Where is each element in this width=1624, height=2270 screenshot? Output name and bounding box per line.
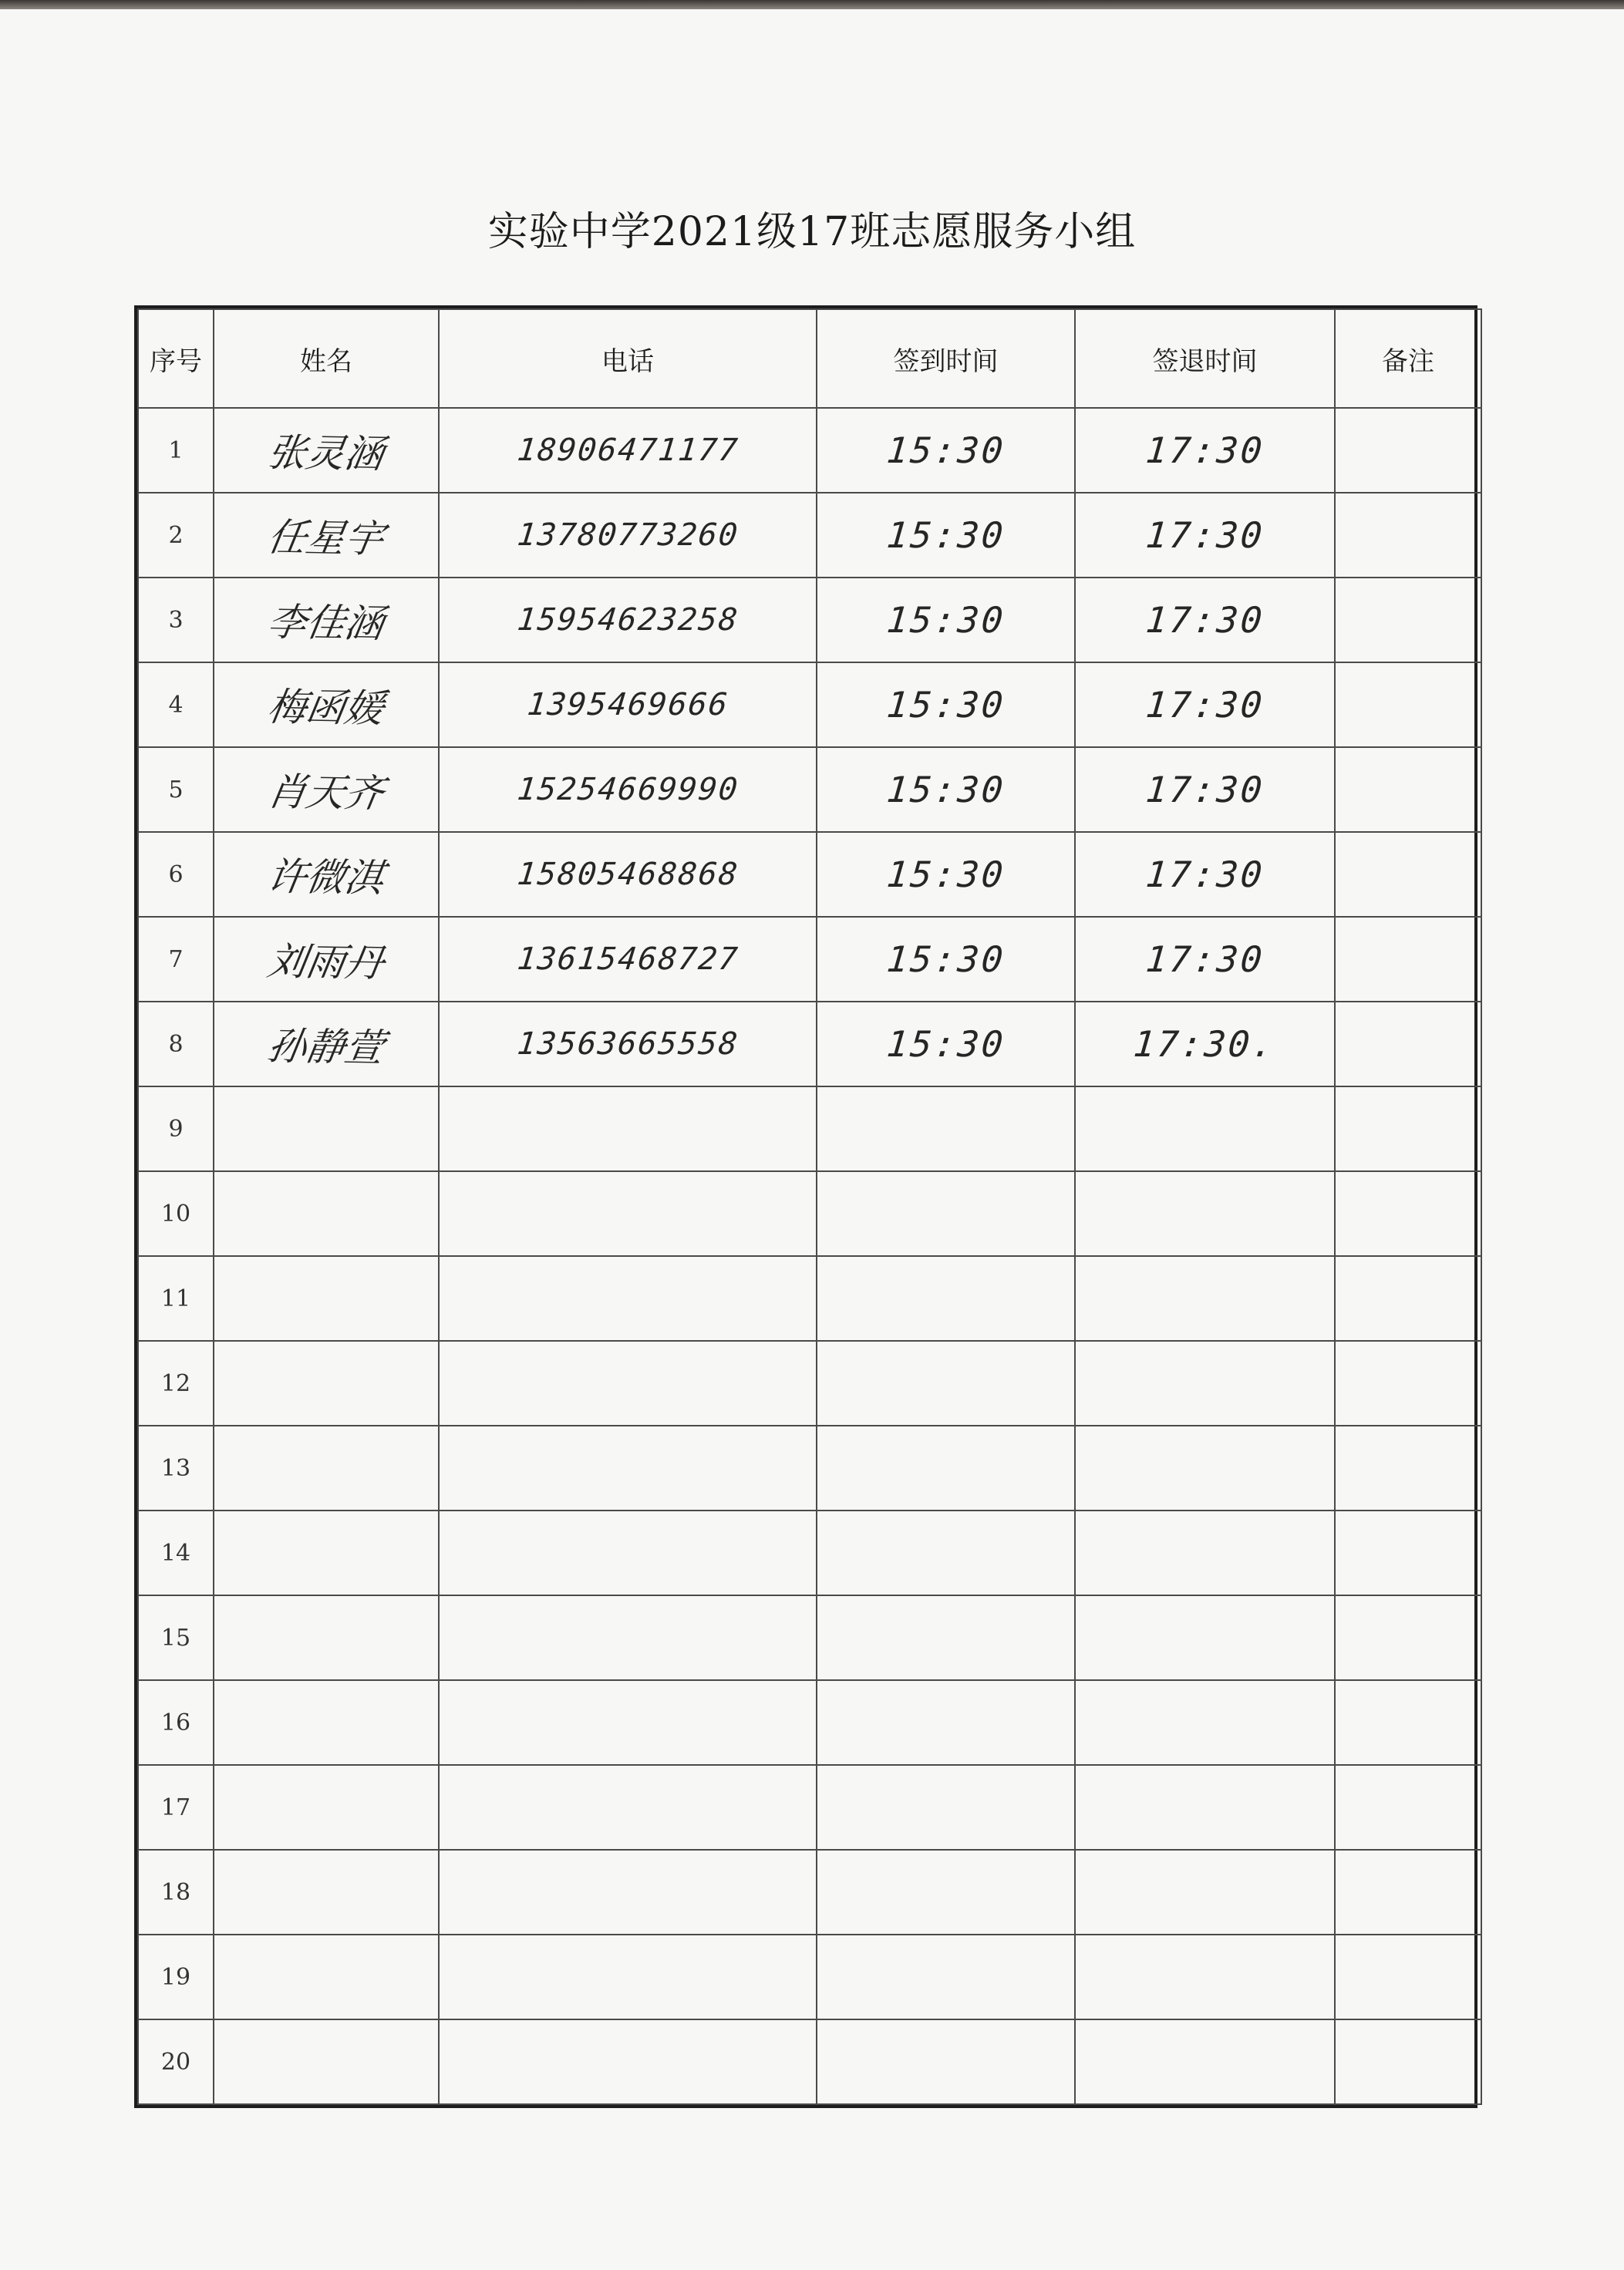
table-row	[138, 2019, 1481, 2104]
row-index-cell	[138, 747, 214, 832]
volunteer-phone-cell	[439, 832, 817, 917]
sign-in-time-cell	[817, 408, 1075, 493]
note-cell	[1335, 1086, 1481, 1171]
row-index: 4	[168, 691, 184, 719]
volunteer-name: 孙静萱	[264, 1023, 387, 1071]
row-index: 19	[160, 1963, 191, 1991]
table-row	[138, 1595, 1481, 1680]
volunteer-name-cell	[214, 493, 439, 578]
header-row	[138, 309, 1481, 408]
row-index: 8	[168, 1030, 184, 1058]
row-index-cell	[138, 1935, 214, 2019]
sign-out-time-cell	[1075, 832, 1335, 917]
header-sign-out: 签退时间	[1075, 309, 1335, 408]
sign-in-time-cell	[817, 832, 1075, 917]
sign-in-time-cell	[817, 1341, 1075, 1426]
volunteer-phone: 1395469666	[525, 687, 730, 722]
row-index-cell	[138, 1680, 214, 1765]
volunteer-name: 张灵涵	[264, 429, 387, 477]
volunteer-name: 肖天齐	[264, 769, 387, 817]
row-index-cell	[138, 917, 214, 1002]
note-cell	[1335, 1341, 1481, 1426]
row-index: 5	[168, 776, 184, 803]
volunteer-name-cell	[214, 1256, 439, 1341]
sign-in-time-cell	[817, 1680, 1075, 1765]
table-row	[138, 1341, 1481, 1426]
sign-out-time-cell	[1075, 1256, 1335, 1341]
sign-in-time-cell	[817, 1935, 1075, 2019]
table-body	[138, 408, 1481, 2104]
row-index-cell	[138, 1171, 214, 1256]
sign-out-time-cell	[1075, 1426, 1335, 1511]
volunteer-name-cell	[214, 747, 439, 832]
table-row	[138, 408, 1481, 493]
sign-out-time-cell	[1075, 1850, 1335, 1935]
note-cell	[1335, 408, 1481, 493]
volunteer-name-cell	[214, 1850, 439, 1935]
row-index: 14	[160, 1539, 191, 1567]
row-index-cell	[138, 1426, 214, 1511]
volunteer-phone-cell	[439, 662, 817, 747]
note-cell	[1335, 493, 1481, 578]
scan-top-edge	[0, 0, 1624, 9]
page-title: 实验中学2021级17班志愿服务小组	[487, 209, 1137, 255]
volunteer-phone-cell	[439, 1511, 817, 1595]
sign-out-time-cell	[1075, 662, 1335, 747]
row-index-cell	[138, 578, 214, 662]
sign-in-time-cell	[817, 662, 1075, 747]
volunteer-phone-cell	[439, 1341, 817, 1426]
row-index-cell	[138, 1086, 214, 1171]
volunteer-phone-cell	[439, 1680, 817, 1765]
volunteer-name-cell	[214, 578, 439, 662]
header-sign-in: 签到时间	[817, 309, 1075, 408]
note-cell	[1335, 1850, 1481, 1935]
sign-out-time-cell	[1075, 1002, 1335, 1086]
volunteer-name: 李佳涵	[264, 599, 387, 647]
volunteer-phone-cell	[439, 1595, 817, 1680]
note-cell	[1335, 1426, 1481, 1511]
volunteer-phone-cell	[439, 408, 817, 493]
table-row	[138, 578, 1481, 662]
volunteer-phone-cell	[439, 747, 817, 832]
sign-in-time-cell	[817, 1426, 1075, 1511]
sign-in-time-cell	[817, 2019, 1075, 2104]
sign-out-time: 17:30	[1144, 938, 1266, 980]
sign-in-time-cell	[817, 1511, 1075, 1595]
volunteer-name-cell	[214, 1426, 439, 1511]
sign-in-time-cell	[817, 1171, 1075, 1256]
sign-in-time-cell	[817, 1765, 1075, 1850]
note-cell	[1335, 832, 1481, 917]
volunteer-phone-cell	[439, 1171, 817, 1256]
sign-out-time-cell	[1075, 493, 1335, 578]
volunteer-name-cell	[214, 2019, 439, 2104]
row-index-cell	[138, 1595, 214, 1680]
signup-sheet	[134, 305, 1477, 2108]
header-note: 备注	[1335, 309, 1481, 408]
sign-out-time-cell	[1075, 1680, 1335, 1765]
volunteer-phone-cell	[439, 1002, 817, 1086]
row-index: 9	[168, 1115, 184, 1143]
note-cell	[1335, 1765, 1481, 1850]
volunteer-phone-cell	[439, 2019, 817, 2104]
sign-out-time: 17:30	[1144, 769, 1266, 810]
sign-out-time-cell	[1075, 408, 1335, 493]
volunteer-name: 许微淇	[264, 854, 387, 901]
row-index-cell	[138, 1765, 214, 1850]
sign-out-time-cell	[1075, 1341, 1335, 1426]
note-cell	[1335, 1595, 1481, 1680]
note-cell	[1335, 2019, 1481, 2104]
note-cell	[1335, 1511, 1481, 1595]
sign-out-time-cell	[1075, 1595, 1335, 1680]
table-row	[138, 747, 1481, 832]
sign-in-time: 15:30	[884, 599, 1007, 641]
sign-out-time-cell	[1075, 1086, 1335, 1171]
note-cell	[1335, 662, 1481, 747]
volunteer-phone-cell	[439, 917, 817, 1002]
sign-in-time-cell	[817, 1002, 1075, 1086]
sign-out-time-cell	[1075, 2019, 1335, 2104]
table-row	[138, 1256, 1481, 1341]
sign-in-time: 15:30	[884, 854, 1007, 895]
row-index: 10	[160, 1200, 191, 1228]
sign-in-time-cell	[817, 493, 1075, 578]
volunteer-phone-cell	[439, 493, 817, 578]
volunteer-name: 梅函媛	[264, 684, 387, 732]
row-index: 2	[168, 521, 184, 549]
table-row	[138, 662, 1481, 747]
note-cell	[1335, 1680, 1481, 1765]
volunteer-phone: 15805468868	[515, 857, 740, 892]
sign-in-time-cell	[817, 578, 1075, 662]
row-index-cell	[138, 832, 214, 917]
row-index: 3	[168, 606, 184, 634]
volunteer-name-cell	[214, 408, 439, 493]
volunteer-phone-cell	[439, 1426, 817, 1511]
sign-out-time-cell	[1075, 1935, 1335, 2019]
sign-out-time: 17:30	[1144, 854, 1266, 895]
row-index: 12	[160, 1369, 191, 1397]
volunteer-name: 刘雨丹	[264, 938, 387, 986]
note-cell	[1335, 1256, 1481, 1341]
row-index-cell	[138, 1256, 214, 1341]
sign-in-time: 15:30	[884, 769, 1007, 810]
volunteer-name: 任星宇	[264, 514, 387, 562]
row-index: 11	[160, 1285, 191, 1312]
volunteer-phone: 13563665558	[515, 1026, 740, 1062]
sign-in-time: 15:30	[884, 684, 1007, 726]
row-index: 18	[160, 1878, 191, 1906]
sign-out-time-cell	[1075, 1511, 1335, 1595]
row-index: 15	[160, 1624, 191, 1652]
sign-out-time: 17:30	[1144, 599, 1266, 641]
row-index-cell	[138, 493, 214, 578]
row-index: 16	[160, 1709, 191, 1736]
sign-in-time: 15:30	[884, 514, 1007, 556]
table-row	[138, 1002, 1481, 1086]
row-index: 20	[160, 2048, 191, 2076]
table-row	[138, 1850, 1481, 1935]
sign-out-time-cell	[1075, 578, 1335, 662]
volunteer-phone-cell	[439, 1850, 817, 1935]
sign-in-time-cell	[817, 1256, 1075, 1341]
row-index: 1	[168, 436, 184, 464]
volunteer-name-cell	[214, 1341, 439, 1426]
volunteer-phone-cell	[439, 578, 817, 662]
volunteer-phone: 13615468727	[515, 941, 740, 977]
sign-out-time-cell	[1075, 1765, 1335, 1850]
volunteer-name-cell	[214, 1511, 439, 1595]
volunteer-name-cell	[214, 917, 439, 1002]
volunteer-name-cell	[214, 1680, 439, 1765]
volunteer-name-cell	[214, 662, 439, 747]
note-cell	[1335, 1171, 1481, 1256]
row-index-cell	[138, 408, 214, 493]
table-row	[138, 917, 1481, 1002]
sign-in-time-cell	[817, 1850, 1075, 1935]
volunteer-table	[137, 308, 1482, 2105]
volunteer-phone-cell	[439, 1256, 817, 1341]
row-index-cell	[138, 1511, 214, 1595]
header-name: 姓名	[214, 309, 439, 408]
note-cell	[1335, 1002, 1481, 1086]
sign-out-time: 17:30	[1144, 429, 1266, 471]
volunteer-name-cell	[214, 1171, 439, 1256]
row-index: 13	[160, 1454, 191, 1482]
table-row	[138, 493, 1481, 578]
row-index: 6	[168, 861, 184, 888]
header-phone: 电话	[439, 309, 817, 408]
row-index-cell	[138, 2019, 214, 2104]
row-index-cell	[138, 662, 214, 747]
table-row	[138, 832, 1481, 917]
sign-out-time-cell	[1075, 747, 1335, 832]
volunteer-name-cell	[214, 1595, 439, 1680]
sign-out-time: 17:30.	[1132, 1023, 1278, 1065]
note-cell	[1335, 1935, 1481, 2019]
table-row	[138, 1765, 1481, 1850]
row-index: 17	[160, 1793, 191, 1821]
row-index-cell	[138, 1341, 214, 1426]
sign-in-time-cell	[817, 1086, 1075, 1171]
table-row	[138, 1511, 1481, 1595]
volunteer-name-cell	[214, 1935, 439, 2019]
table-row	[138, 1935, 1481, 2019]
volunteer-name-cell	[214, 1002, 439, 1086]
sign-in-time-cell	[817, 917, 1075, 1002]
row-index-cell	[138, 1850, 214, 1935]
volunteer-phone-cell	[439, 1765, 817, 1850]
volunteer-name-cell	[214, 1086, 439, 1171]
volunteer-name-cell	[214, 832, 439, 917]
row-index: 7	[168, 945, 184, 973]
sign-in-time: 15:30	[884, 938, 1007, 980]
header-index: 序号	[138, 309, 214, 408]
volunteer-phone: 18906471177	[515, 433, 740, 468]
sign-out-time-cell	[1075, 917, 1335, 1002]
sign-out-time: 17:30	[1144, 684, 1266, 726]
sign-in-time: 15:30	[884, 429, 1007, 471]
volunteer-phone: 15254669990	[515, 772, 740, 807]
row-index-cell	[138, 1002, 214, 1086]
table-row	[138, 1086, 1481, 1171]
volunteer-phone-cell	[439, 1935, 817, 2019]
volunteer-phone: 13780773260	[515, 517, 740, 553]
sign-in-time-cell	[817, 747, 1075, 832]
sign-out-time-cell	[1075, 1171, 1335, 1256]
volunteer-phone: 15954623258	[515, 602, 740, 638]
sign-in-time: 15:30	[884, 1023, 1007, 1065]
sign-out-time: 17:30	[1144, 514, 1266, 556]
volunteer-name-cell	[214, 1765, 439, 1850]
table-row	[138, 1171, 1481, 1256]
table-row	[138, 1426, 1481, 1511]
note-cell	[1335, 578, 1481, 662]
volunteer-phone-cell	[439, 1086, 817, 1171]
table-row	[138, 1680, 1481, 1765]
sign-in-time-cell	[817, 1595, 1075, 1680]
note-cell	[1335, 917, 1481, 1002]
note-cell	[1335, 747, 1481, 832]
